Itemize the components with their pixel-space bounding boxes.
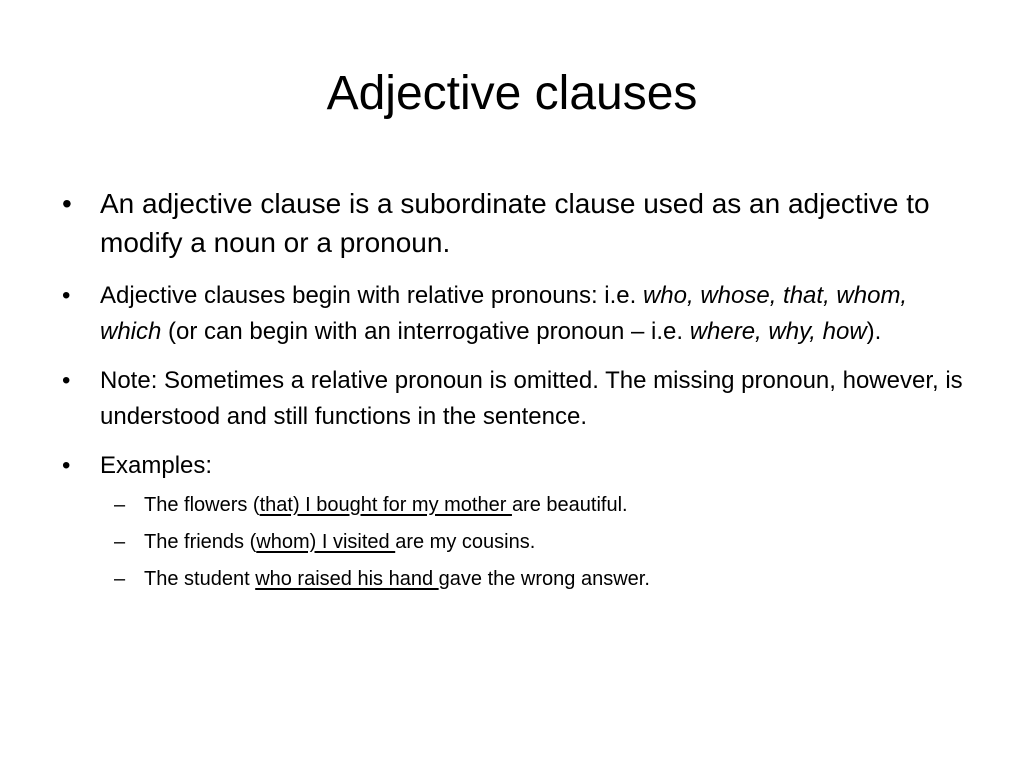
example-text-before: The student	[144, 567, 256, 590]
example-item	[62, 529, 972, 555]
bullet-text: Examples:	[100, 452, 213, 479]
bullet-examples	[62, 448, 972, 484]
bullet-marker: •	[62, 282, 71, 309]
bullet-italic-pronouns: who, whose, that, whom, which	[100, 282, 908, 345]
slide-title: Adjective clauses	[326, 67, 698, 120]
bullet-text: An adjective clause is a subordinate clause used as an adjective to modify a noun or a pronoun.	[100, 188, 930, 258]
bullet-italic-interrogatives: where, why, how	[689, 317, 867, 345]
example-text-after: gave the wrong answer.	[438, 567, 650, 590]
bullet-marker: •	[62, 188, 72, 219]
bullet-text-part: (or can begin with an interrogative pronoun – i.e.	[161, 317, 690, 345]
example-clause-underlined: whom) I visited	[256, 530, 396, 553]
example-text-before: The flowers (	[144, 493, 260, 516]
example-text-after: are beautiful.	[511, 493, 628, 516]
example-clause-underlined: who raised his hand	[255, 567, 439, 590]
example-item	[62, 492, 972, 518]
bullet-note	[62, 363, 972, 434]
slide-content	[62, 184, 972, 603]
bullet-text: Note: Sometimes a relative pronoun is omitted. The missing pronoun, however, is understood and still functions in the sentence.	[100, 367, 963, 430]
example-text-before: The friends (	[144, 530, 257, 553]
bullet-text-part: ).	[866, 317, 882, 345]
sub-bullet-marker: –	[114, 567, 126, 590]
bullet-marker: •	[62, 367, 71, 394]
example-item	[62, 566, 972, 592]
bullet-text-part: Adjective clauses begin with relative pronouns: i.e.	[100, 282, 643, 309]
bullet-marker: •	[62, 452, 71, 479]
bullet-definition	[62, 184, 972, 262]
example-clause-underlined: that) I bought for my mother	[259, 493, 512, 516]
sub-bullet-marker: –	[114, 530, 126, 553]
example-text-after: are my cousins.	[395, 530, 536, 553]
bullet-relative-pronouns	[62, 278, 972, 349]
sub-bullet-marker: –	[114, 493, 126, 516]
